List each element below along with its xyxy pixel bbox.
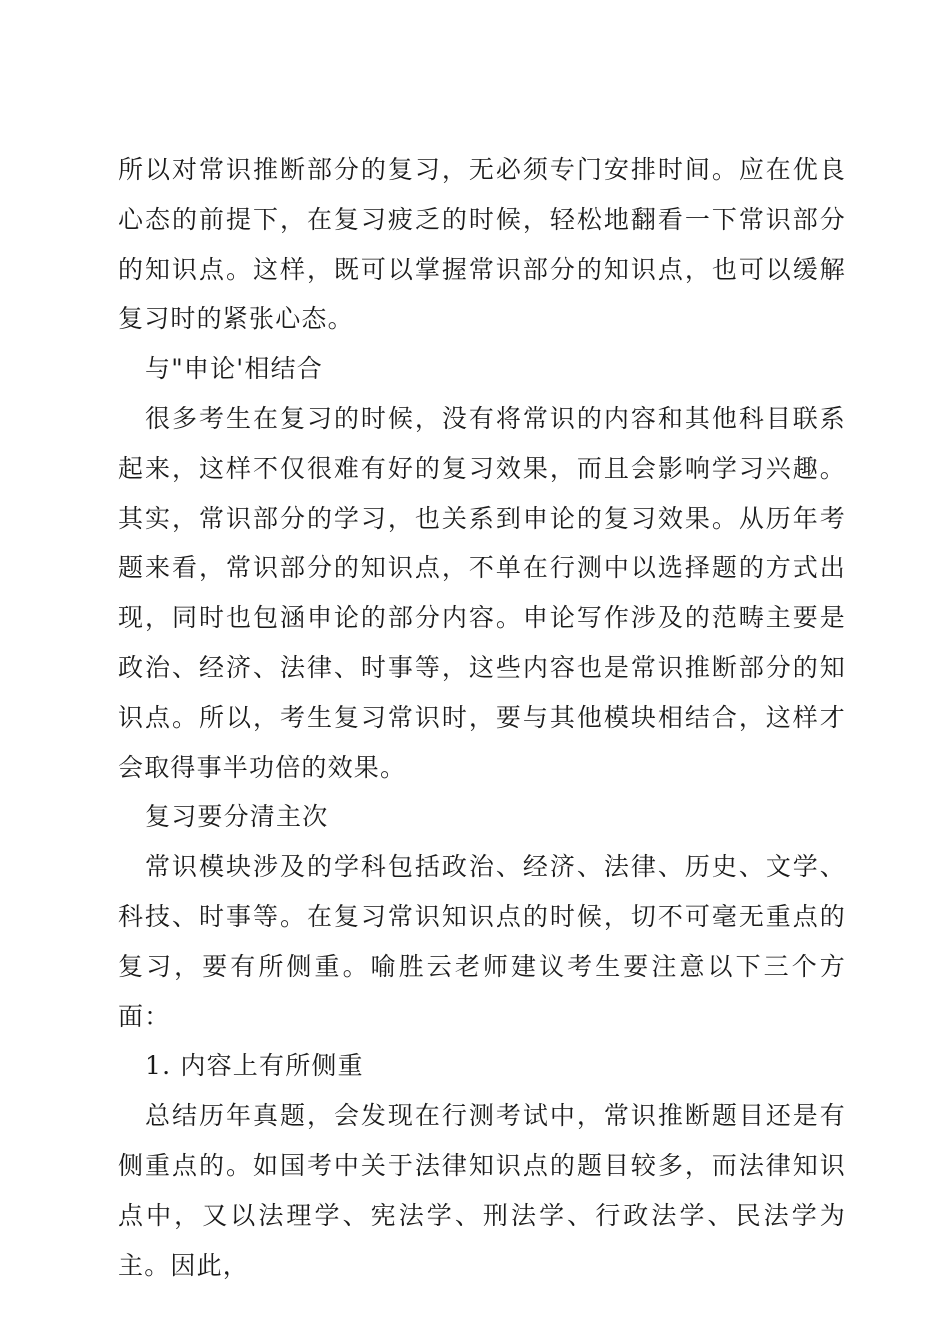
section-heading-priorities: 复习要分清主次 [145, 802, 329, 832]
section-heading-shenlun: 与"申论'相结合 [145, 354, 323, 384]
paragraph-2: 很多考生在复习的时候，没有将常识的内容和其他科目联系起来，这样不仅很难有好的复习效果，而且会影响学习兴趣。其实，常识部分的学习，也关系到申论的复习效果。从历年考题来看，常识部分的知识点，不单在行测中以选择题的方式出现，同时也包涵申论的部分内容。申论写作涉及的范畴主要是政治、经济、法律、时事等，这些内容也是常识推断部分的知识点。所以，考生复习常识时，要与其他模块相结合，这样才会取得事半功倍的效果。 [118, 403, 846, 782]
paragraph-4: 总结历年真题，会发现在行测考试中，常识推断题目还是有侧重点的。如国考中关于法律知识点的题目较多，而法律知识点中，又以法理学、宪法学、刑法学、行政法学、民法学为主。因此， [118, 1101, 846, 1280]
paragraph-3: 常识模块涉及的学科包括政治、经济、法律、历史、文学、科技、时事等。在复习常识知识点的时候，切不可毫无重点的复习，要有所侧重。喻胜云老师建议考生要注意以下三个方面： [118, 852, 846, 1031]
section-heading-content-focus: 1. 内容上有所侧重 [145, 1051, 364, 1081]
paragraph-1: 所以对常识推断部分的复习，无必须专门安排时间。应在优良心态的前提下，在复习疲乏的时候，轻松地翻看一下常识部分的知识点。这样，既可以掌握常识部分的知识点，也可以缓解复习时的紧张心态。 [118, 155, 846, 334]
document-body [118, 145, 846, 1290]
